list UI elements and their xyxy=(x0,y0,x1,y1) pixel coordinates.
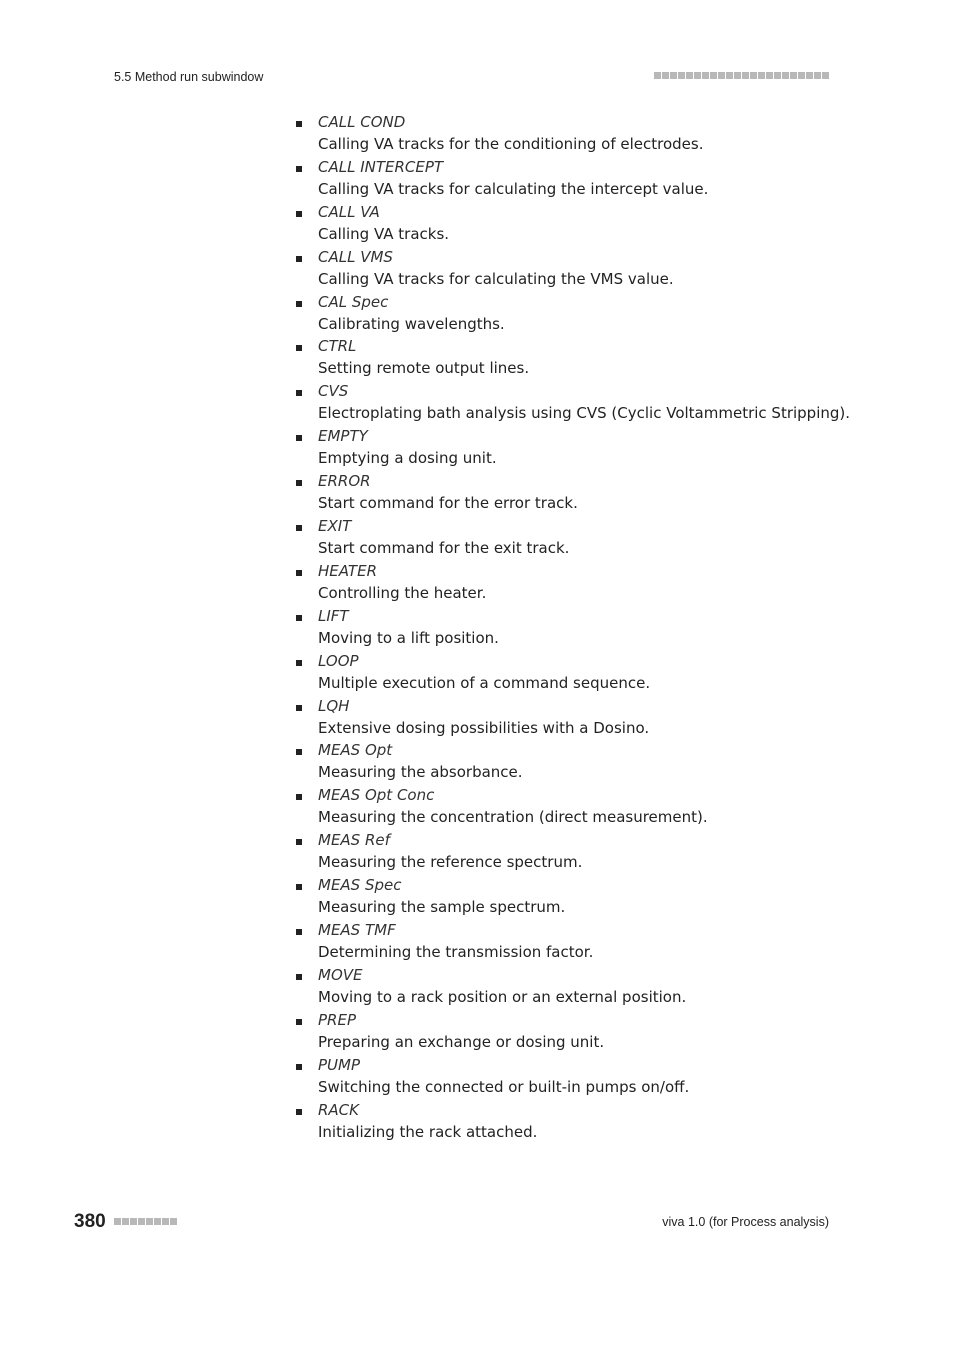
command-name: CALL VA xyxy=(318,202,380,221)
command-name: CAL Spec xyxy=(318,292,389,311)
list-item xyxy=(296,739,850,784)
decoration-square xyxy=(130,1218,137,1225)
decoration-square xyxy=(662,72,669,79)
list-item xyxy=(296,1099,850,1144)
list-item xyxy=(296,380,850,425)
list-item xyxy=(296,111,850,156)
command-name: CALL INTERCEPT xyxy=(318,157,444,176)
command-name: LOOP xyxy=(318,651,359,670)
command-name: LIFT xyxy=(318,606,349,625)
list-item xyxy=(296,1009,850,1054)
list-item xyxy=(296,695,850,740)
bullet-icon xyxy=(296,435,302,441)
bullet-icon xyxy=(296,1064,302,1070)
command-name: PREP xyxy=(318,1010,356,1029)
decoration-square xyxy=(734,72,741,79)
command-name: MEAS Opt Conc xyxy=(318,786,435,805)
command-description: Measuring the sample spectrum. xyxy=(318,898,566,917)
bullet-icon xyxy=(296,749,302,755)
decoration-square xyxy=(122,1218,129,1225)
bullet-icon xyxy=(296,705,302,711)
command-description: Controlling the heater. xyxy=(318,583,487,602)
list-item xyxy=(296,560,850,605)
decoration-square xyxy=(154,1218,161,1225)
decoration-square xyxy=(678,72,685,79)
list-item xyxy=(296,605,850,650)
command-name: CALL VMS xyxy=(318,247,393,266)
list-item xyxy=(296,1054,850,1099)
list-item xyxy=(296,156,850,201)
bullet-icon xyxy=(296,974,302,980)
decoration-square xyxy=(710,72,717,79)
list-item xyxy=(296,650,850,695)
command-description: Multiple execution of a command sequence. xyxy=(318,673,651,692)
command-description: Determining the transmission factor. xyxy=(318,943,594,962)
footer-doc-title: viva 1.0 (for Process analysis) xyxy=(662,1215,829,1229)
decoration-square xyxy=(726,72,733,79)
bullet-icon xyxy=(296,884,302,890)
command-description: Measuring the reference spectrum. xyxy=(318,853,583,872)
bullet-icon xyxy=(296,929,302,935)
decoration-square xyxy=(782,72,789,79)
decoration-square xyxy=(758,72,765,79)
decoration-square xyxy=(702,72,709,79)
bullet-icon xyxy=(296,166,302,172)
command-name: MEAS TMF xyxy=(318,921,396,940)
decoration-square xyxy=(742,72,749,79)
command-name: CVS xyxy=(318,382,349,401)
command-description: Preparing an exchange or dosing unit. xyxy=(318,1032,605,1051)
decoration-square xyxy=(790,72,797,79)
command-name: CALL COND xyxy=(318,113,406,131)
list-item xyxy=(296,470,850,515)
decoration-square xyxy=(146,1218,153,1225)
command-name: EMPTY xyxy=(318,427,368,446)
command-description: Measuring the absorbance. xyxy=(318,763,523,782)
running-header-section: 5.5 Method run subwindow xyxy=(114,70,264,84)
command-name: ERROR xyxy=(318,472,371,491)
command-description: Calling VA tracks. xyxy=(318,224,450,243)
decoration-square xyxy=(654,72,661,79)
list-item xyxy=(296,784,850,829)
decoration-square xyxy=(686,72,693,79)
list-item xyxy=(296,964,850,1009)
command-description: Calling VA tracks for calculating the intercept value. xyxy=(318,179,709,198)
decoration-square xyxy=(718,72,725,79)
decoration-square xyxy=(798,72,805,79)
command-description: Electroplating bath analysis using CVS (Cyclic Voltammetric Stripping). xyxy=(318,404,851,423)
page-number: 380 xyxy=(74,1211,106,1232)
command-name: MEAS Ref xyxy=(318,831,390,850)
decoration-square xyxy=(750,72,757,79)
list-item xyxy=(296,874,850,919)
footer-decoration xyxy=(114,1218,177,1225)
list-item xyxy=(296,425,850,470)
command-description: Calibrating wavelengths. xyxy=(318,314,505,333)
command-description: Moving to a rack position or an external position. xyxy=(318,987,687,1006)
command-name: RACK xyxy=(318,1100,359,1119)
bullet-icon xyxy=(296,121,302,127)
bullet-icon xyxy=(296,1019,302,1025)
command-name: PUMP xyxy=(318,1055,361,1074)
bullet-icon xyxy=(296,390,302,396)
decoration-square xyxy=(814,72,821,79)
command-description: Switching the connected or built-in pumps on/off. xyxy=(318,1077,690,1096)
command-list xyxy=(296,111,850,1143)
decoration-square xyxy=(806,72,813,79)
bullet-icon xyxy=(296,660,302,666)
list-item xyxy=(296,246,850,291)
command-name: MEAS Spec xyxy=(318,876,402,895)
command-name: MEAS Opt xyxy=(318,741,393,760)
bullet-icon xyxy=(296,525,302,531)
command-description: Start command for the error track. xyxy=(318,494,578,513)
bullet-icon xyxy=(296,839,302,845)
bullet-icon xyxy=(296,570,302,576)
list-item xyxy=(296,515,850,560)
bullet-icon xyxy=(296,256,302,262)
command-description: Extensive dosing possibilities with a Dosino. xyxy=(318,718,650,737)
command-name: HEATER xyxy=(318,561,377,580)
command-name: CTRL xyxy=(318,337,357,356)
bullet-icon xyxy=(296,615,302,621)
decoration-square xyxy=(822,72,829,79)
decoration-square xyxy=(670,72,677,79)
bullet-icon xyxy=(296,211,302,217)
command-description: Setting remote output lines. xyxy=(318,359,530,378)
bullet-icon xyxy=(296,480,302,486)
command-name: MOVE xyxy=(318,965,363,984)
command-description: Initializing the rack attached. xyxy=(318,1122,538,1141)
bullet-icon xyxy=(296,345,302,351)
list-item xyxy=(296,829,850,874)
list-item xyxy=(296,919,850,964)
command-description: Measuring the concentration (direct measurement). xyxy=(318,808,708,827)
command-name: LQH xyxy=(318,696,350,715)
decoration-square xyxy=(162,1218,169,1225)
decoration-square xyxy=(694,72,701,79)
list-item xyxy=(296,335,850,380)
decoration-square xyxy=(766,72,773,79)
decoration-square xyxy=(114,1218,121,1225)
command-description: Emptying a dosing unit. xyxy=(318,449,497,468)
bullet-icon xyxy=(296,794,302,800)
command-name: EXIT xyxy=(318,517,352,536)
header-decoration xyxy=(654,72,829,79)
command-description: Calling VA tracks for calculating the VMS value. xyxy=(318,269,674,288)
list-item xyxy=(296,291,850,336)
bullet-icon xyxy=(296,1109,302,1115)
decoration-square xyxy=(170,1218,177,1225)
list-item xyxy=(296,201,850,246)
command-description: Calling VA tracks for the conditioning of electrodes. xyxy=(318,135,704,153)
command-description: Moving to a lift position. xyxy=(318,628,499,647)
command-description: Start command for the exit track. xyxy=(318,539,570,558)
decoration-square xyxy=(138,1218,145,1225)
decoration-square xyxy=(774,72,781,79)
bullet-icon xyxy=(296,301,302,307)
